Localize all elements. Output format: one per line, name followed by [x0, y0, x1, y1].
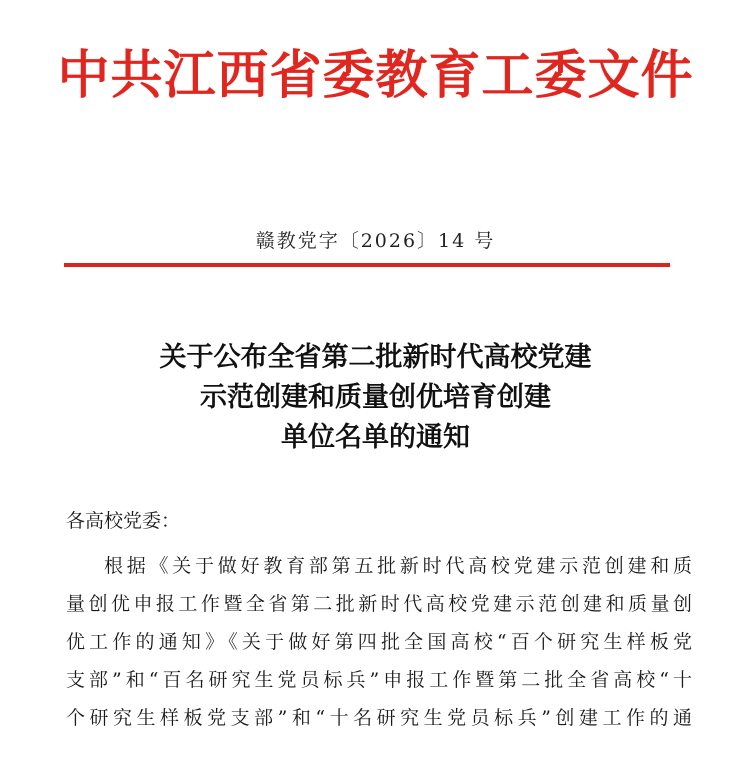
body-line: 根据《关于做好教育部第五批新时代高校党建示范创建和质 [104, 555, 692, 577]
body-line: 个研究生样板党支部”和“十名研究生党员标兵”创建工作的通 [66, 707, 692, 729]
body-line: 量创优申报工作暨全省第二批新时代高校党建示范创建和质量创 [66, 593, 692, 615]
notice-title [0, 338, 751, 458]
salutation: 各高校党委： [66, 510, 181, 532]
red-divider-line [64, 263, 670, 267]
notice-title-line: 单位名单的通知 [281, 422, 470, 453]
notice-title-line: 关于公布全省第二批新时代高校党建 [159, 342, 592, 373]
body-line: 优工作的通知》《关于做好第四批全国高校“百个研究生样板党 [66, 631, 692, 653]
body-paragraph [66, 547, 692, 737]
notice-title-line: 示范创建和质量创优培育创建 [200, 382, 551, 413]
issuer-header-title: 中共江西省委教育工委文件 [57, 45, 694, 106]
body-line: 支部”和“百名研究生党员标兵”申报工作暨第二批全省高校“十 [66, 669, 692, 691]
document-number: 赣教党字〔2026〕14 号 [255, 230, 496, 252]
